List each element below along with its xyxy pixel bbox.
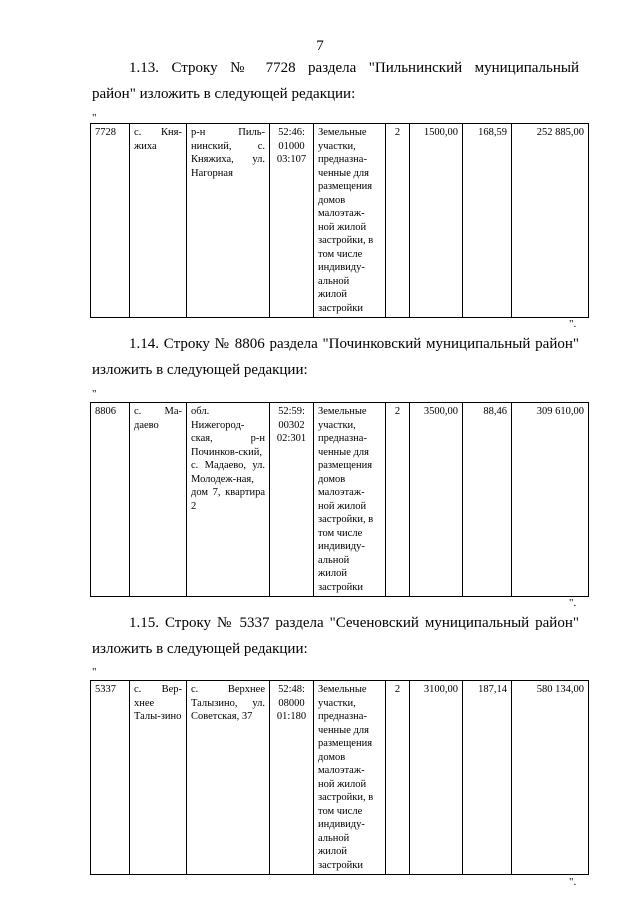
purpose-line: малоэтаж-	[318, 765, 365, 776]
cell-value: 252 885,00	[512, 124, 589, 318]
cell-group: 2	[386, 124, 410, 318]
purpose-line: том числе	[318, 805, 363, 817]
purpose-line: размещения	[318, 460, 373, 471]
cell-value: 309 610,00	[512, 403, 589, 597]
purpose-line: альной	[318, 275, 350, 287]
purpose-line: Земельные	[318, 684, 367, 695]
cell-number: 7728	[91, 124, 130, 318]
cell-rate: 187,14	[463, 681, 512, 875]
paragraph-line: изложить в следующей редакции:	[92, 641, 308, 657]
purpose-line: предназна-	[318, 154, 367, 165]
cell-address: обл. Нижегород-ская, р-н Починков-ский, с. Мадаево, ул. Молодеж-ная, дом 7, квартира 2	[187, 403, 270, 597]
purpose-line: альной	[318, 832, 350, 844]
cell-cadastral	[270, 681, 314, 875]
cadastral-part: 03:107	[276, 154, 307, 165]
purpose-line: жилой	[318, 568, 347, 579]
closing-quote: ".	[569, 597, 577, 609]
paragraph-line: 1.15. Строку № 5337 раздела "Сеченовский муниципальный район"	[129, 615, 579, 631]
cadastral-part: 52:46:	[278, 127, 305, 138]
purpose-line: ной жилой	[318, 221, 367, 233]
cell-settlement: с. Вер-хнее Талы-зино	[130, 681, 187, 875]
purpose-line: домов	[318, 194, 346, 206]
purpose-line: домов	[318, 473, 346, 485]
purpose-line: ченные для	[318, 167, 369, 179]
purpose-line: альной	[318, 554, 350, 566]
paragraph-1-14	[92, 331, 579, 383]
opening-quote: "	[92, 388, 97, 400]
paragraph-1-13	[92, 55, 579, 107]
purpose-line: ной жилой	[318, 778, 367, 790]
purpose-line: жилой	[318, 846, 347, 857]
cell-purpose	[314, 681, 386, 875]
purpose-line: домов	[318, 751, 346, 763]
cell-number: 5337	[91, 681, 130, 875]
purpose-line: ченные для	[318, 724, 369, 736]
purpose-line: застройки	[318, 581, 364, 593]
purpose-line: жилой	[318, 289, 347, 300]
purpose-line: размещения	[318, 738, 373, 749]
table-row	[91, 403, 589, 597]
cell-settlement: с. Кня-жиха	[130, 124, 187, 318]
purpose-line: предназна-	[318, 711, 367, 722]
purpose-line: участки,	[318, 419, 356, 431]
table-row	[91, 681, 589, 875]
cell-cadastral	[270, 124, 314, 318]
purpose-line: Земельные	[318, 406, 367, 417]
purpose-line: индивиду-	[318, 262, 365, 273]
cell-purpose	[314, 403, 386, 597]
cell-purpose	[314, 124, 386, 318]
purpose-line: индивиду-	[318, 819, 365, 830]
purpose-line: ченные для	[318, 446, 369, 458]
closing-quote: ".	[569, 318, 577, 330]
page-number: 7	[316, 38, 324, 54]
cell-area: 1500,00	[410, 124, 463, 318]
cell-group: 2	[386, 403, 410, 597]
cadastral-part: 52:59:	[278, 406, 305, 417]
cadastral-part: 01:180	[276, 711, 307, 722]
cell-rate: 88,46	[463, 403, 512, 597]
purpose-line: застройки, в	[318, 514, 374, 525]
paragraph-line: 1.13. Строку № 7728 раздела "Пильнинский муниципальный	[129, 60, 579, 76]
opening-quote: "	[92, 666, 97, 678]
cell-number: 8806	[91, 403, 130, 597]
record-table	[90, 402, 589, 597]
cell-value: 580 134,00	[512, 681, 589, 875]
record-table	[90, 123, 589, 318]
cell-address: с. Верхнее Талызино, ул. Советская, 37	[187, 681, 270, 875]
cell-settlement: с. Ма-даево	[130, 403, 187, 597]
paragraph-1-15	[92, 610, 579, 662]
paragraph-line: район" изложить в следующей редакции:	[92, 86, 356, 102]
purpose-line: участки,	[318, 697, 356, 709]
cell-area: 3100,00	[410, 681, 463, 875]
cell-group: 2	[386, 681, 410, 875]
purpose-line: размещения	[318, 181, 373, 192]
purpose-line: застройки, в	[318, 235, 374, 246]
cadastral-part: 52:48:	[278, 684, 305, 695]
purpose-line: застройки	[318, 302, 364, 314]
purpose-line: Земельные	[318, 127, 367, 138]
purpose-line: ной жилой	[318, 500, 367, 512]
table-row	[91, 124, 589, 318]
purpose-line: застройки, в	[318, 792, 374, 803]
opening-quote: "	[92, 112, 97, 124]
cell-address: р-н Пиль-нинский, с. Княжиха, ул. Нагорная	[187, 124, 270, 318]
cell-area: 3500,00	[410, 403, 463, 597]
purpose-line: том числе	[318, 527, 363, 539]
purpose-line: малоэтаж-	[318, 487, 365, 498]
paragraph-line: 1.14. Строку № 8806 раздела "Починковский муниципальный район"	[129, 336, 579, 352]
cell-rate: 168,59	[463, 124, 512, 318]
record-table	[90, 680, 589, 875]
purpose-line: предназна-	[318, 433, 367, 444]
cadastral-part: 02:301	[276, 433, 307, 444]
cell-cadastral	[270, 403, 314, 597]
cadastral-part: 08000	[278, 697, 305, 709]
purpose-line: том числе	[318, 248, 363, 260]
purpose-line: индивиду-	[318, 541, 365, 552]
cadastral-part: 00302	[278, 419, 305, 431]
purpose-line: малоэтаж-	[318, 208, 365, 219]
paragraph-line: изложить в следующей редакции:	[92, 362, 308, 378]
cadastral-part: 01000	[278, 140, 305, 152]
purpose-line: участки,	[318, 140, 356, 152]
purpose-line: застройки	[318, 859, 364, 871]
closing-quote: ".	[569, 876, 577, 888]
